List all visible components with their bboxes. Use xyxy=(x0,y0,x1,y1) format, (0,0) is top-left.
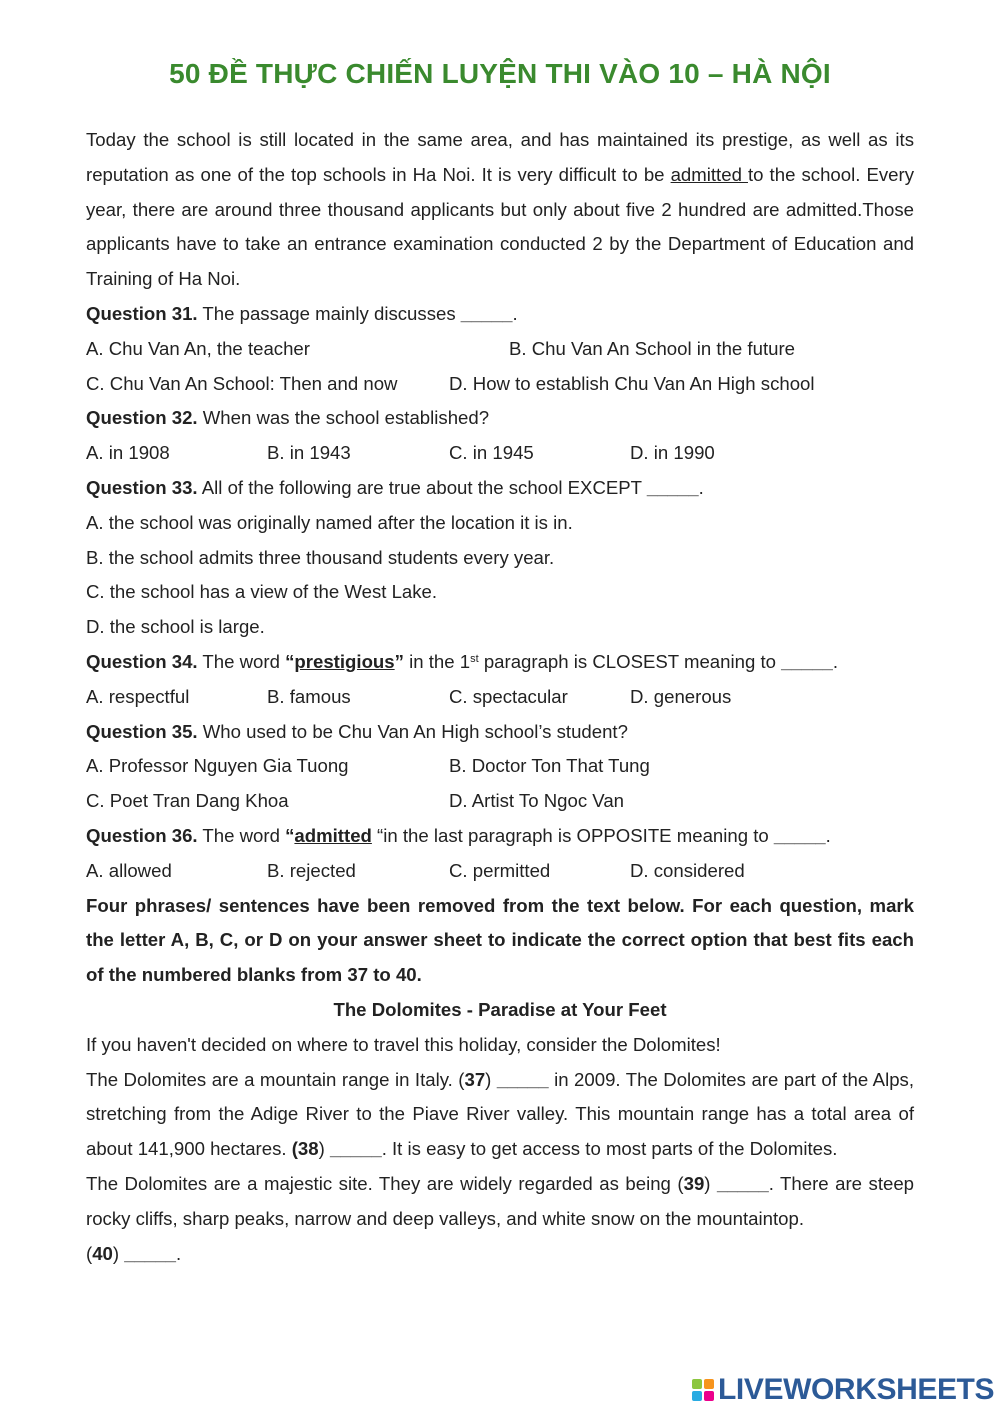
passage-text: its reputation as one of the top schools in Ha Noi. It is very difficult to be xyxy=(86,129,914,185)
option-c[interactable]: C. spectacular xyxy=(449,685,568,707)
options-row xyxy=(86,749,914,784)
option-b[interactable]: B. Chu Van An School in the future xyxy=(509,337,795,359)
question-text: . xyxy=(825,824,831,846)
question-32 xyxy=(86,401,914,436)
logo-square xyxy=(692,1391,702,1401)
option-c[interactable]: C. Poet Tran Dang Khoa xyxy=(86,790,289,812)
option-d[interactable]: D. Artist To Ngoc Van xyxy=(449,790,624,812)
question-label: Question 33. xyxy=(86,476,198,498)
option-a[interactable]: A. respectful xyxy=(86,685,190,707)
question-text: When was the school established? xyxy=(197,407,490,429)
question-33 xyxy=(86,471,914,506)
logo-mark-icon xyxy=(692,1379,714,1401)
reading-text: ) xyxy=(318,1138,330,1160)
blank-number-37: 37 xyxy=(464,1068,486,1090)
question-35 xyxy=(86,715,914,750)
quote-mark: “ xyxy=(285,824,295,846)
answer-blank-37[interactable]: _____ xyxy=(496,1068,549,1090)
question-text: . xyxy=(832,650,839,672)
reading-text: ) xyxy=(704,1172,717,1194)
option-a[interactable]: A. the school was originally named after the location it is in. xyxy=(86,511,573,533)
option-d[interactable]: D. considered xyxy=(630,859,745,881)
options-row xyxy=(86,332,914,367)
reading-intro: If you haven't decided on where to travel this holiday, consider the Dolomites! xyxy=(86,1033,721,1055)
ordinal-suffix: st xyxy=(470,652,479,665)
answer-blank-40[interactable]: _____ xyxy=(124,1242,176,1264)
reading-text: . It is easy to get access to most parts of the Dolomites. xyxy=(381,1138,838,1160)
reading-text: in 2009. The Dolomites are part of the Alps, stretching from the Adige River to the Piave River valley. This mountain range has a total area of about 141,900 hectares. xyxy=(86,1068,915,1160)
passage-text: Every year, there are around three thousand applicants but only about five 2 hundred are xyxy=(86,163,914,220)
question-text: . xyxy=(698,476,704,498)
logo-square xyxy=(704,1379,714,1389)
question-label: Question 35. xyxy=(86,720,198,742)
question-text: Who used to be Chu Van An High school’s student? xyxy=(197,720,628,742)
passage-paragraph xyxy=(86,123,914,297)
question-label: Question 34. xyxy=(86,650,198,672)
question-31 xyxy=(86,297,914,332)
reading-text: ) xyxy=(485,1068,497,1090)
option-c[interactable]: C. permitted xyxy=(449,859,551,881)
option-a[interactable]: A. Chu Van An, the teacher xyxy=(86,337,310,359)
option-a[interactable]: A. Professor Nguyen Gia Tuong xyxy=(86,755,349,777)
option-d[interactable]: D. the school is large. xyxy=(86,616,265,638)
reading-text: The Dolomites are a majestic site. They are widely regarded as being ( xyxy=(86,1172,684,1194)
reading-text: ( xyxy=(86,1242,93,1264)
passage-text: Today the school is still located in the same area, and has maintained its prestige, as well as xyxy=(86,129,888,150)
options-row xyxy=(86,784,914,819)
worksheet-content xyxy=(86,123,914,1271)
answer-blank-38[interactable]: _____ xyxy=(329,1138,382,1160)
reading-text: . xyxy=(175,1242,182,1264)
option-b[interactable]: B. rejected xyxy=(267,859,356,881)
option-b[interactable]: B. in 1943 xyxy=(267,442,351,464)
section-instruction: Four phrases/ sentences have been removed from the text below. For each question, mark the letter A, B, C, or D on your answer sheet to indicate the correct option that best fits each of the numbered blanks from 37 to 40. xyxy=(86,894,914,986)
reading-paragraph-2 xyxy=(86,1167,914,1237)
options-row xyxy=(86,436,914,471)
reading-text: The Dolomites are a mountain range in Italy. ( xyxy=(86,1068,465,1090)
question-text: All of the following are true about the school EXCEPT xyxy=(197,476,647,498)
question-label: Question 32. xyxy=(86,407,198,429)
question-36 xyxy=(86,819,914,854)
options-row xyxy=(86,680,914,715)
option-d[interactable]: D. in 1990 xyxy=(630,442,715,464)
answer-blank[interactable]: _____ xyxy=(646,476,699,498)
blank-number-40: 40 xyxy=(92,1242,113,1264)
answer-blank[interactable]: _____ xyxy=(460,302,513,324)
quote-mark: ” xyxy=(394,650,404,672)
question-text: paragraph is CLOSEST meaning to xyxy=(478,650,782,672)
options-row xyxy=(86,854,914,889)
option-b[interactable]: B. Doctor Ton That Tung xyxy=(449,755,650,777)
reading-title: The Dolomites - Paradise at Your Feet xyxy=(333,998,667,1020)
document-title: 50 ĐỀ THỰC CHIẾN LUYỆN THI VÀO 10 – HÀ NỘI xyxy=(169,58,831,89)
answer-blank-39[interactable]: _____ xyxy=(717,1172,769,1194)
option-c[interactable]: C. the school has a view of the West Lake. xyxy=(86,581,438,603)
reading-paragraph-1 xyxy=(86,1063,914,1167)
options-row xyxy=(86,367,914,402)
question-text: The word xyxy=(197,824,286,846)
blank-number-38: (38 xyxy=(291,1138,319,1160)
passage-text: admitted.Those applicants have to take an entrance examination conducted 2 by the xyxy=(86,198,915,255)
target-word-prestigious: prestigious xyxy=(294,650,395,672)
question-text: “in the last paragraph is OPPOSITE meaning to xyxy=(371,824,774,846)
answer-blank[interactable]: _____ xyxy=(773,824,826,846)
target-word-admitted: admitted xyxy=(294,824,372,846)
option-d[interactable]: D. generous xyxy=(630,685,732,707)
question-text: in the 1 xyxy=(403,650,471,672)
option-d[interactable]: D. How to establish Chu Van An High school xyxy=(449,372,815,394)
reading-text: ) xyxy=(112,1242,125,1264)
reading-paragraph-3 xyxy=(86,1237,914,1272)
question-text: The word xyxy=(197,650,286,672)
quote-mark: “ xyxy=(285,650,295,672)
liveworksheets-logo[interactable] xyxy=(692,1374,994,1406)
blank-number-39: 39 xyxy=(683,1172,705,1194)
passage-text: Department of Education and Training of Ha Noi. xyxy=(86,233,915,290)
question-text: . xyxy=(512,302,518,324)
question-text: The passage mainly discusses xyxy=(197,302,461,324)
logo-square xyxy=(704,1391,714,1401)
logo-text: LIVEWORKSHEETS xyxy=(718,1373,995,1406)
option-a[interactable]: A. allowed xyxy=(86,859,172,881)
reading-text: . There are steep rocky cliffs, sharp peaks, narrow and deep valleys, and white snow on the mountaintop. xyxy=(86,1172,915,1229)
logo-square xyxy=(692,1379,702,1389)
passage-text: to the school. xyxy=(747,163,861,185)
option-c[interactable]: C. Chu Van An School: Then and now xyxy=(86,372,398,394)
question-label: Question 36. xyxy=(86,824,198,846)
underlined-word-admitted: admitted xyxy=(670,163,748,185)
option-c[interactable]: C. in 1945 xyxy=(449,442,534,464)
option-b[interactable]: B. famous xyxy=(267,685,351,707)
answer-blank[interactable]: _____ xyxy=(781,650,833,672)
question-34 xyxy=(86,645,914,680)
question-label: Question 31. xyxy=(86,302,198,324)
option-b[interactable]: B. the school admits three thousand students every year. xyxy=(86,546,555,568)
option-a[interactable]: A. in 1908 xyxy=(86,442,170,464)
